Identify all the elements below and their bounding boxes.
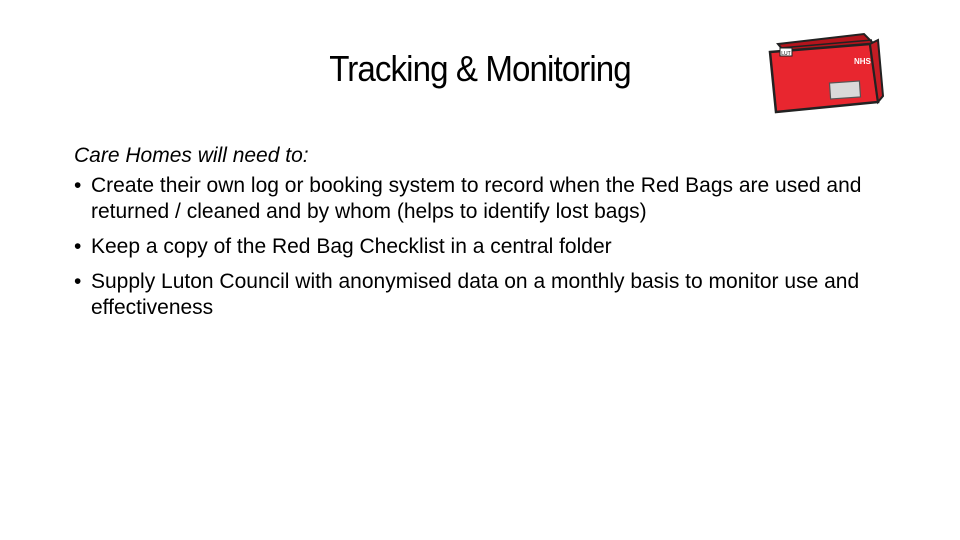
bullet-text: Create their own log or booking system to record when the Red Bags are used and returned / cleaned and by whom (helps to identify lost bags) [91,174,862,223]
slide-title: Tracking & Monitoring [329,48,631,89]
bullet-list [74,173,874,321]
bullet-icon: • [74,174,82,197]
intro-text: Care Homes will need to: [74,144,309,167]
slide-body [74,140,874,330]
bullet-text: Supply Luton Council with anonymised data on a monthly basis to monitor use and effectiveness [91,270,860,319]
bullet-icon: • [74,235,82,258]
list-item [74,173,874,225]
list-item [74,269,874,321]
red-bag-icon [766,26,884,118]
bag-tag-text: LUT [781,51,791,57]
red-bag-image [766,26,884,118]
bullet-text: Keep a copy of the Red Bag Checklist in a central folder [91,235,612,258]
list-item [74,234,874,260]
bullet-icon: • [74,270,82,293]
nhs-badge-text: NHS [854,57,871,66]
